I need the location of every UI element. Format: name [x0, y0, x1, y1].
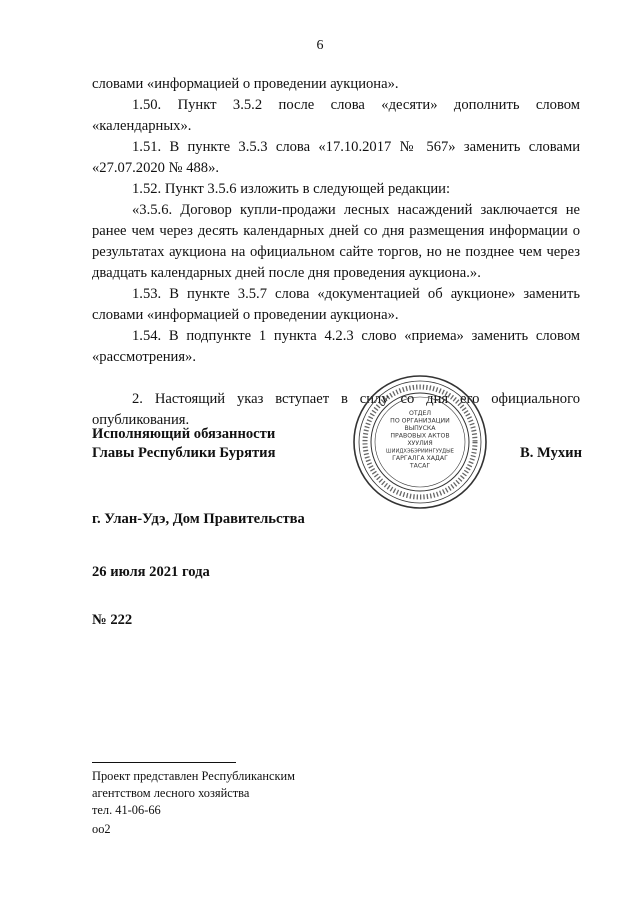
seal-line-1: ПО ОРГАНИЗАЦИИ [390, 417, 450, 425]
paragraph-1-54: 1.54. В подпункте 1 пункта 4.2.3 слово «приема» заменить словом «рассмотрения». [92, 328, 580, 365]
signatory-title-line2: Главы Республики Бурятия [92, 445, 276, 461]
signatory-title-line1: Исполняющий обязанности [92, 426, 276, 442]
official-seal-stamp [350, 372, 490, 512]
seal-line-5: ШИИДХЭБЭРИИНГУУДЫЕ [386, 448, 454, 455]
seal-line-7: ТАСАГ [409, 462, 431, 470]
footnote-line2: агентством лесного хозяйства [92, 786, 250, 800]
paragraph-1-53: 1.53. В пункте 3.5.7 слова «документацией об аукционе» заменить словами «информацией о проведении аукциона». [92, 286, 580, 323]
document-date: 26 июля 2021 года [92, 564, 210, 580]
footnote-divider [92, 762, 236, 763]
paragraph-continuation: словами «информацией о проведении аукциона». [92, 76, 399, 92]
signatory-title [92, 425, 275, 463]
document-number: № 222 [92, 612, 133, 628]
footnote-line1: Проект представлен Республиканским [92, 769, 295, 783]
signatory-name: В. Мухин [519, 445, 582, 461]
page-number: 6 [316, 38, 324, 53]
paragraph-1-52: 1.52. Пункт 3.5.6 изложить в следующей редакции: [132, 181, 451, 197]
seal-line-0: ОТДЕЛ [408, 410, 432, 417]
seal-line-6: ГАРГАЛГА ХАДАГ [392, 455, 448, 462]
document-body [92, 74, 580, 431]
seal-line-2: ВЫПУСКА [404, 425, 436, 432]
paragraph-3-5-6-quote: «3.5.6. Договор купли-продажи лесных насаждений заключается не ранее чем через десять календарных дней со дня размещения информации о результатах аукциона на официальном сайте торгов, но не позднее чем через двадцать календарных дней после дня проведения аукциона.». [92, 202, 580, 281]
seal-line-3: ПРАВОВЫХ АКТОВ [390, 432, 450, 440]
paragraph-1-50: 1.50. Пункт 3.5.2 после слова «десяти» дополнить словом «календарных». [92, 97, 580, 134]
paragraph-1-51: 1.51. В пункте 3.5.3 слова «17.10.2017 № 567» заменить словами «27.07.2020 № 488». [92, 139, 580, 176]
seal-line-4: ХУУЛИЯ [407, 440, 433, 447]
document-code: оо2 [92, 822, 111, 836]
footnote [92, 768, 295, 819]
place-of-signing: г. Улан-Удэ, Дом Правительства [92, 511, 305, 527]
paragraph-2: 2. Настоящий указ вступает в силу со дня его официального опубликования. [92, 391, 580, 428]
footnote-line3: тел. 41-06-66 [92, 803, 161, 817]
